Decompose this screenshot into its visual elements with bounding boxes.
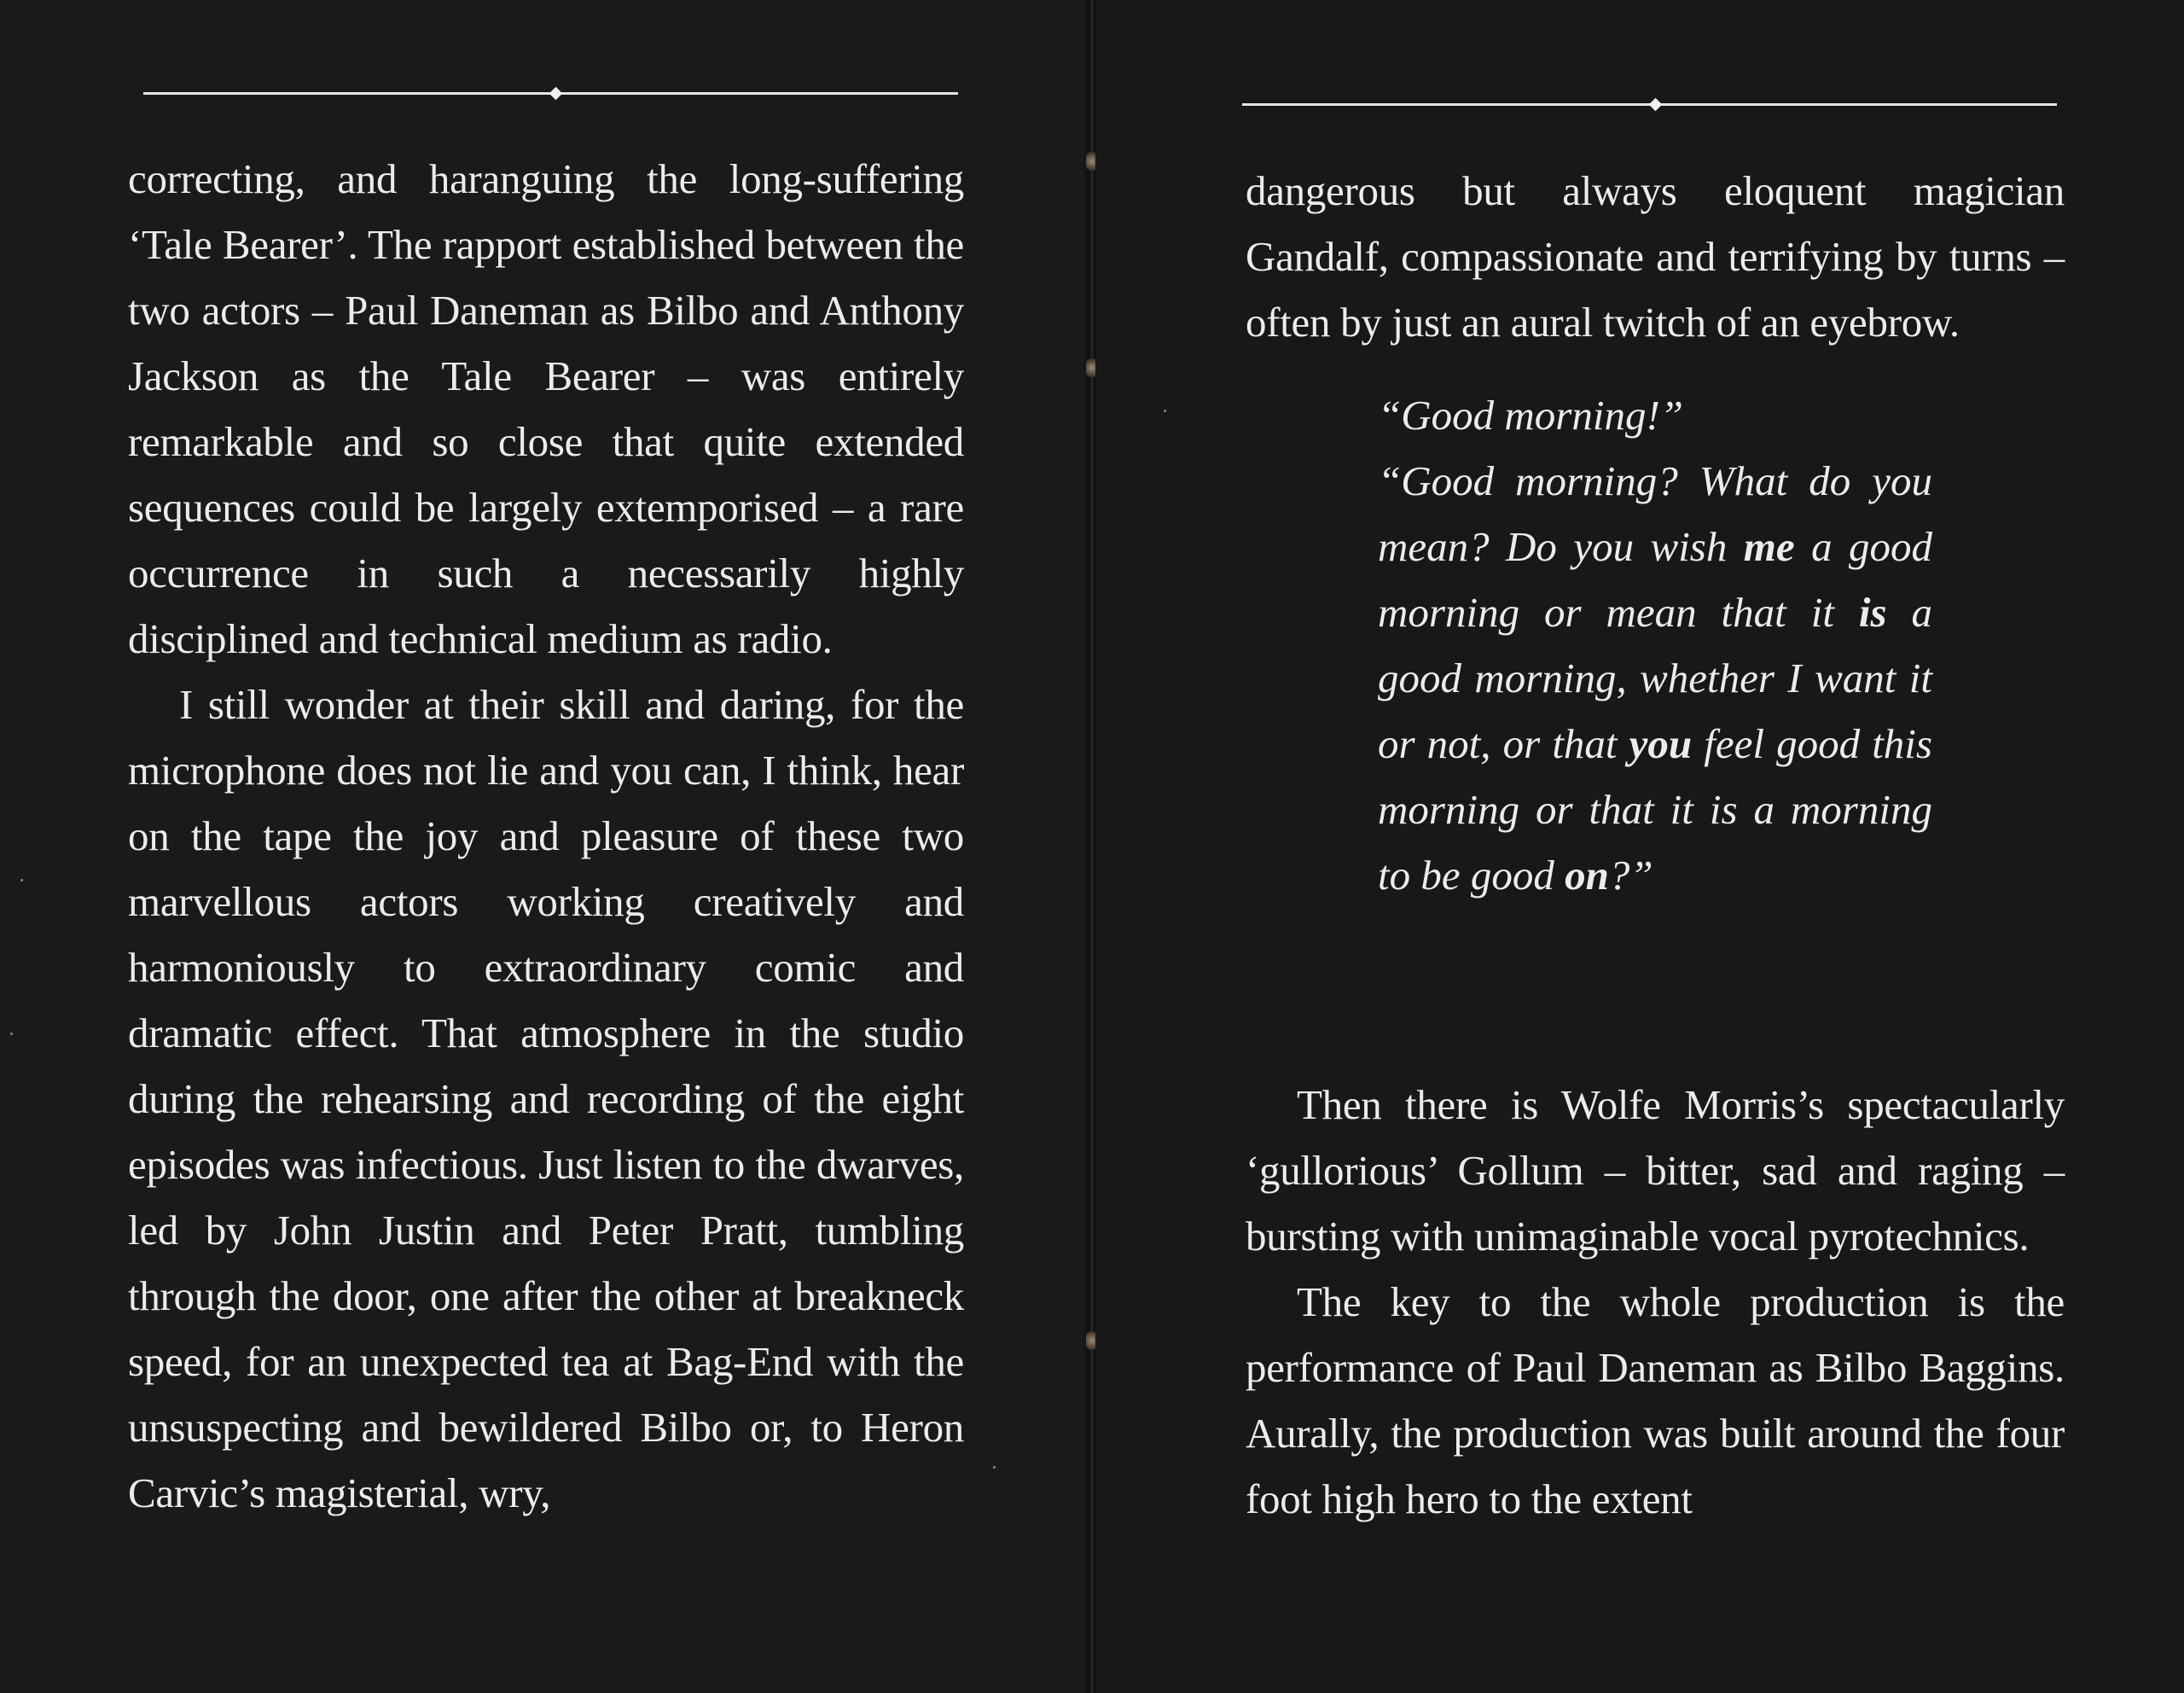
- right-rule-diamond-ornament: [1649, 98, 1663, 112]
- paper-speck: [20, 879, 23, 881]
- quote-emphasis: on: [1565, 852, 1609, 899]
- left-rule-diamond-ornament: [549, 87, 563, 101]
- quote-text: a good morning, whether I want it or not, or that: [1378, 589, 1933, 767]
- quote-line-2: [1378, 448, 1932, 908]
- quote-line-1: “Good morning!”: [1378, 392, 1684, 439]
- dialogue-quote: [1378, 382, 1932, 908]
- paper-speck: [993, 1466, 996, 1469]
- quote-emphasis: me: [1743, 523, 1795, 570]
- left-paragraph-1: correcting, and haranguing the long-suffering ‘Tale Bearer’. The rapport established between the two actors – Paul Daneman as Bilbo and Anthony Jackson as the Tale Bearer – was entirely remarkable and so close that quite extended sequences could be largely extemporised – a rare occurrence in such a necessarily highly disciplined and technical medium as radio.: [128, 155, 964, 662]
- quote-text: a good morning or mean that it: [1378, 523, 1932, 636]
- quote-emphasis: is: [1858, 589, 1887, 636]
- right-paragraph-1: dangerous but always eloquent magician Gandalf, compassionate and terrifying by turns – often by just an aural twitch of an eyebrow.: [1246, 167, 2065, 346]
- right-body-text-top: [1246, 158, 2065, 355]
- left-paragraph-2: I still wonder at their skill and daring, for the microphone does not lie and you can, I think, hear on the tape the joy and pleasure of these two marvellous actors working creatively and harmoniously to extraordinary comic and dramatic effect. That atmosphere in the studio during the rehearsing and recording of the eight episodes was infectious. Just listen to the dwarves, led by John Justin and Peter Pratt, tumbling through the door, one after the other at breakneck speed, for an unexpected tea at Bag-End with the unsuspecting and bewildered Bilbo or, to Heron Carvic’s magisterial, wry,: [128, 681, 964, 1516]
- left-page: [0, 0, 1089, 1693]
- right-paragraph-2: Then there is Wolfe Morris’s spectacularly ‘gullorious’ Gollum – bitter, sad and raging – bursting with unimaginable vocal pyrotechnics.: [1246, 1081, 2065, 1260]
- quote-emphasis: you: [1629, 720, 1693, 767]
- paper-speck: [1164, 410, 1166, 412]
- quote-text: “Good morning? What do you mean? Do you wish: [1378, 457, 1932, 570]
- right-paragraph-3: The key to the whole production is the performance of Paul Daneman as Bilbo Baggins. Aurally, the production was built around the four foot high hero to the extent: [1246, 1278, 2065, 1522]
- quote-text: ?”: [1608, 852, 1653, 899]
- left-body-text: [128, 146, 964, 1526]
- quote-text: feel good this morning or that it is a morning to be good: [1378, 720, 1932, 899]
- paper-speck: [10, 1033, 13, 1035]
- right-body-text-bottom: [1246, 1072, 2065, 1532]
